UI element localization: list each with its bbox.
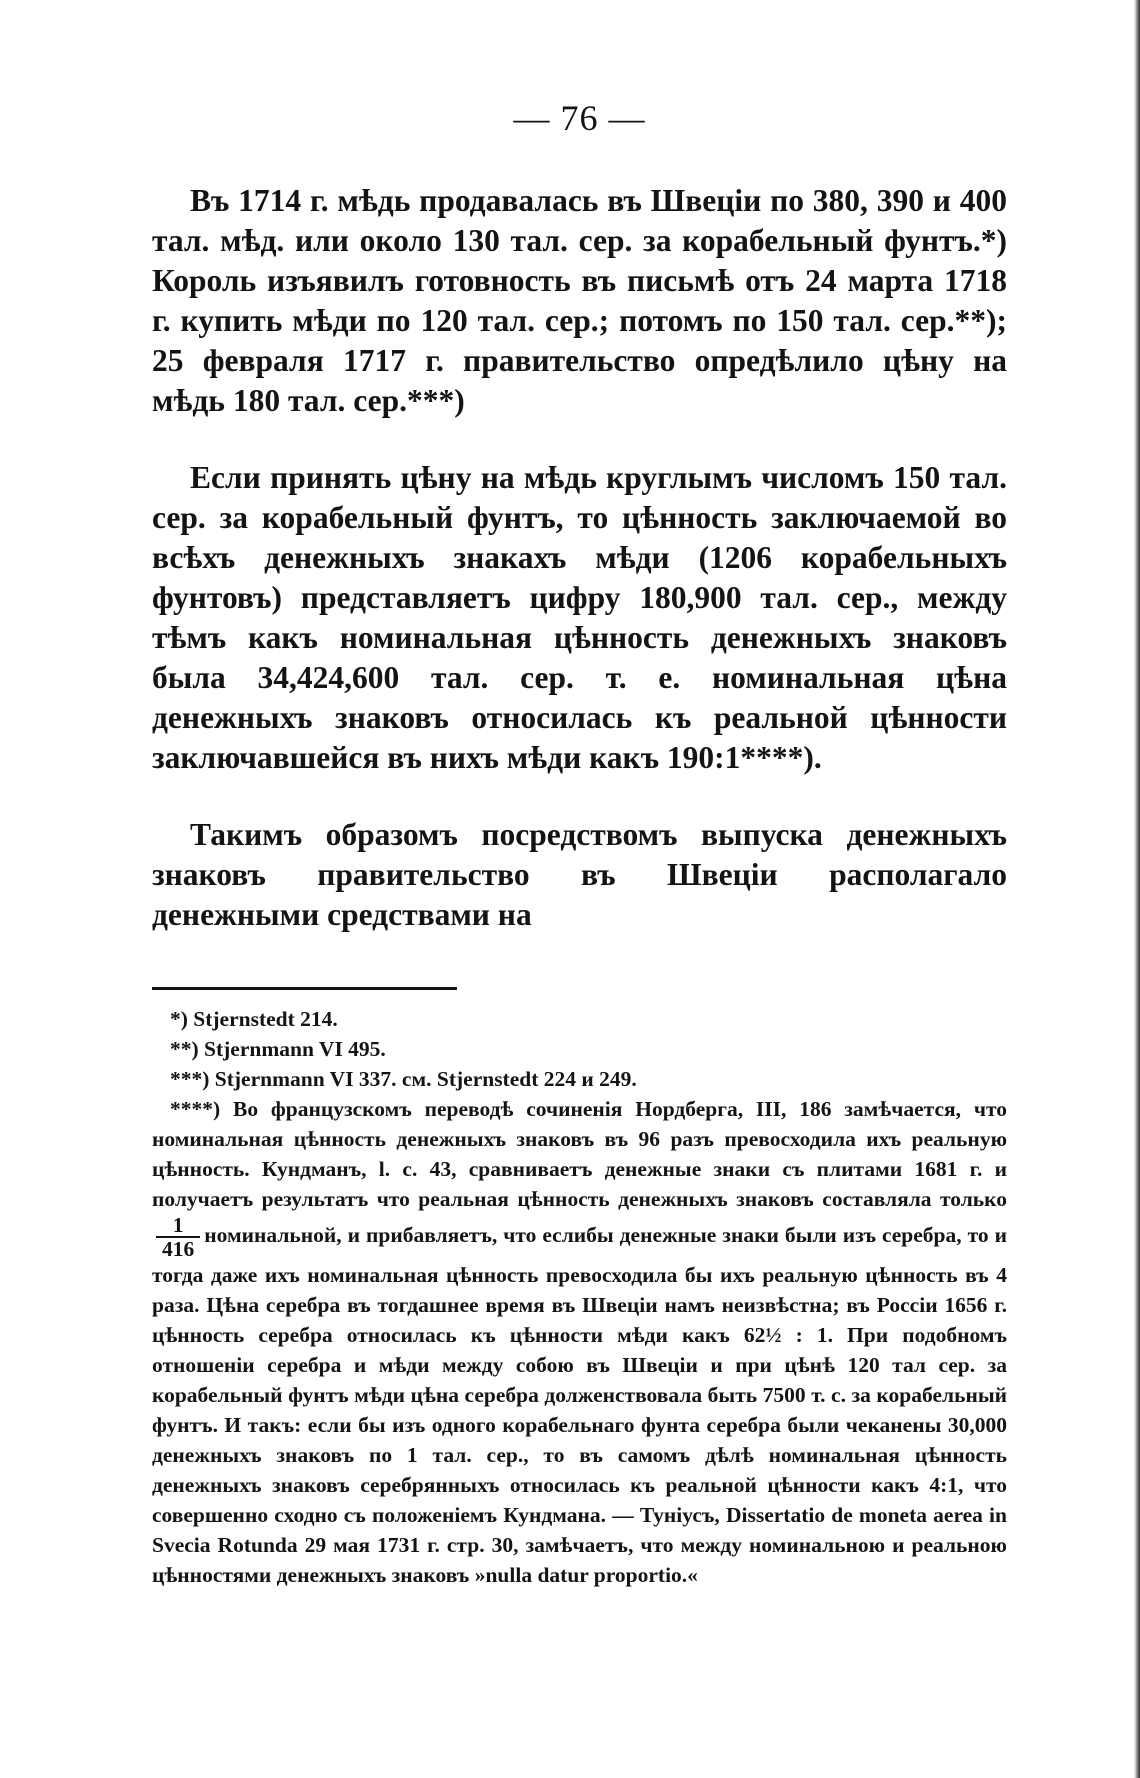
paragraph-1: Въ 1714 г. мѣдь продавалась въ Швеціи по 380, 390 и 400 тал. мѣд. или около 130 тал. сер. за корабельный фунтъ.*) Король изъявилъ готовность въ письмѣ отъ 24 марта 1718 г. купить мѣди по 120 тал. сер.; потомъ по 150 тал. сер.**); 25 февраля 1717 г. правительство опредѣлило цѣну на мѣдь 180 тал. сер.***) — [152, 183, 1007, 418]
footnote-4-text-a: ****) Во французскомъ переводѣ сочиненія Нордберга, III, 186 замѣчается, что номинальная цѣнность денежныхъ знаковъ въ 96 разъ превосходила ихъ реальную цѣнность. Кундманъ, l. c. 43, сравниваетъ денежные знаки съ плитами 1681 г. и получаетъ результатъ что реальная цѣнность денежныхъ знаковъ составляла только — [152, 1097, 1007, 1211]
footnote-2: **) Stjernmann VI 495. — [170, 1037, 386, 1061]
paragraph-3: Такимъ образомъ посредствомъ выпуска денежныхъ знаковъ правительство въ Швеціи располагало денежными средствами на — [152, 817, 1007, 932]
paragraph-2: Если принять цѣну на мѣдь круглымъ числомъ 150 тал. сер. за корабельный фунтъ, то цѣнность заключаемой во всѣхъ денежныхъ знакахъ мѣди (1206 корабельныхъ фунтовъ) представляетъ цифру 180,900 тал. сер., между тѣмъ какъ номинальная цѣнность денежныхъ знаковъ была 34,424,600 тал. сер. т. е. номинальная цѣна денежныхъ знаковъ относилась къ реальной цѣнности заключавшейся въ нихъ мѣди какъ 190:1****). — [152, 460, 1007, 775]
footnote-4-text-b: номинальной, и прибавляетъ, что еслибы денежные знаки были изъ серебра, то и тогда даже ихъ номинальная цѣнность превосходила бы ихъ реальную цѣнность въ 4 раза. Цѣна серебра въ тогдашнее время въ Швеціи намъ неизвѣстна; въ Россіи 1656 г. цѣнность серебра относилась къ цѣнности мѣди какъ 62½ : 1. При подобномъ отношеніи серебра и мѣди между собою въ Швеціи и при цѣнѣ 120 тал сер. за корабельный фунтъ мѣди цѣна серебра долженствовала быть 7500 т. с. за корабельный фунтъ. И такъ: если бы изъ одного корабельнаго фунта серебра были чеканены 30,000 денежныхъ знаковъ по 1 тал. сер., то въ самомъ дѣлѣ номинальная цѣнность денежныхъ знаковъ серебрянныхъ относилась къ реальной цѣнности какъ 4:1, что совершенно сходно съ положеніемъ Кундмана. — Туніусъ, Dissertatio de moneta aerea in Svecia Rotunda 29 мая 1731 г. стр. 30, замѣчаетъ, что между номинальною и реальною цѣнностями денежныхъ знаковъ »nulla datur proportio.« — [152, 1222, 1007, 1587]
footnote-1: *) Stjernstedt 214. — [170, 1007, 338, 1031]
page-binding-edge — [1134, 0, 1140, 1778]
footnote-divider — [152, 987, 457, 990]
book-page — [152, 100, 1007, 1590]
fraction-denominator: 416 — [162, 1237, 195, 1261]
fraction-numerator: 1 — [156, 1214, 200, 1238]
footnotes — [152, 1004, 1007, 1590]
footnote-4 — [152, 1094, 1007, 1590]
fraction — [156, 1214, 200, 1260]
footnote-3: ***) Stjernmann VI 337. см. Stjernstedt 224 и 249. — [170, 1067, 637, 1091]
page-number: — 76 — — [513, 98, 646, 138]
